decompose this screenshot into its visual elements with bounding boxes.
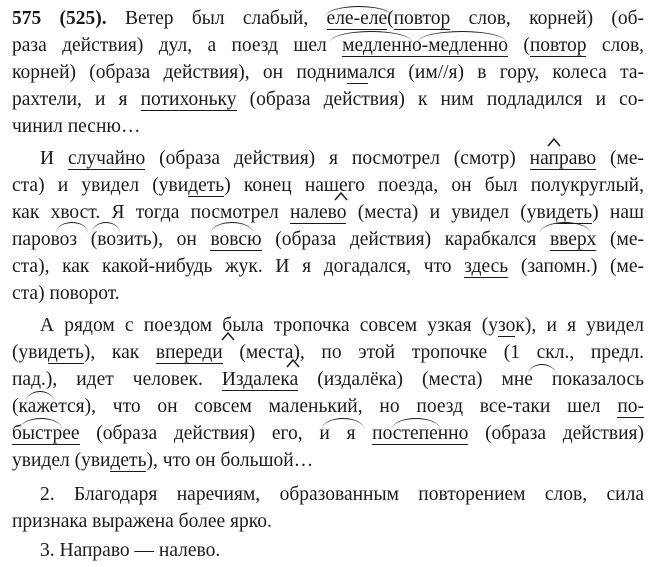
adverb-postepenno: постепенно bbox=[372, 423, 469, 444]
adverb-vperedi: впереди bbox=[155, 342, 223, 363]
text-line-5: чинил песню… bbox=[12, 116, 141, 137]
adverb-vovsyu: вовсю bbox=[210, 229, 262, 250]
text-line-6: И случайно (образа действия) я посмотрел (смотр) направо (ме- bbox=[40, 148, 645, 169]
adverb-nalevo: налево bbox=[290, 202, 347, 223]
suffix-mark bbox=[221, 332, 233, 340]
text-line-3: корней) (образа действия), он поднимался (им//я) в гору, колеса та- bbox=[12, 62, 644, 83]
suffix-mark bbox=[547, 138, 559, 146]
adverb-zdes: здесь bbox=[464, 256, 509, 277]
text-line-14: пад.), идет человек. Издалека (издалёка) (места) мне показалось bbox=[12, 369, 644, 390]
text-line-7: ста) и увидел (увидеть) конец нашего поезда, он был полукруглый, bbox=[12, 175, 644, 196]
text-line-16: быстрее (образа действия) его, и я постепенно (образа действия) bbox=[12, 423, 644, 444]
adverb-izdaleka: Издалека bbox=[221, 369, 299, 390]
text-line-4: рахтели, и я потихоньку (образа действия) к ним подладился и со- bbox=[12, 89, 645, 110]
text-line-12: А рядом с поездом была тропочка совсем узкая (узок), и я увидел bbox=[40, 315, 644, 336]
text-line-10: ста), как какой-нибудь жук. И я догадался, что здесь (запомн.) (ме- bbox=[12, 256, 645, 277]
suffix-mark bbox=[334, 192, 346, 200]
text-line-9: паровоз (возить), он вовсю (образа действия) карабкался вверх (ме- bbox=[12, 229, 645, 250]
note-2: 2. Благодаря наречиям, образованным повторением слов, сила bbox=[40, 484, 644, 505]
adverb-sluchaino: случайно bbox=[67, 148, 146, 169]
text-line-2: раза действия) дул, а поезд шел медленно-медленно (повтор слов, bbox=[12, 35, 645, 56]
adverb-napravo: направо bbox=[529, 148, 597, 169]
note-3: 3. Направо — налево. bbox=[40, 540, 221, 561]
exercise-number: 575 (525). bbox=[12, 8, 107, 29]
text-line-13: (увидеть), как впереди (места), по этой тропочке (1 скл., предл. bbox=[12, 342, 645, 363]
text-line-15: (кажется), что он совсем маленький, но поезд все-таки шел по- bbox=[12, 396, 645, 417]
adverb-vverkh: вверх bbox=[549, 229, 597, 250]
text-line-11: ста) поворот. bbox=[12, 283, 120, 304]
text-line-8: как хвост. Я тогда посмотрел налево (места) и увидел (увидеть) наш bbox=[12, 202, 645, 223]
adverb-ele-ele: еле-еле bbox=[326, 8, 388, 29]
adverb-po-bystree: по- bbox=[617, 396, 645, 417]
note-2-continued: признака выражена более ярко. bbox=[12, 511, 272, 532]
adverb-medlenno: медленно-медленно bbox=[342, 35, 508, 56]
adverb-potikhonku: потихоньку bbox=[140, 89, 237, 110]
suffix-mark bbox=[286, 359, 298, 367]
text-line-1: 575 (525). Ветер был слабый, еле-еле(повтор слов, корней) (об- bbox=[12, 8, 645, 29]
text-line-17: увидел (увидеть), что он большой… bbox=[12, 450, 314, 471]
